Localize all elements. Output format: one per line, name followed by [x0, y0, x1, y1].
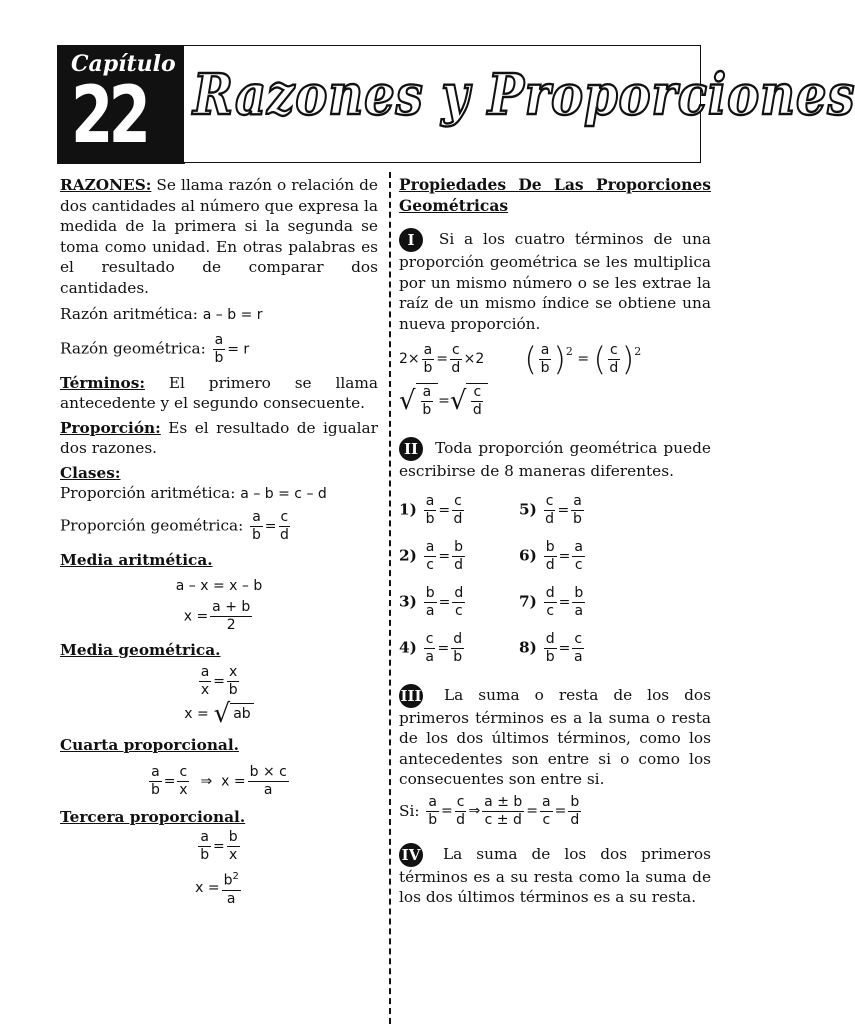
clases-heading: Clases: — [60, 463, 121, 482]
media-arit-eq1: a – x = x – b — [175, 578, 263, 594]
terminos-text: El primero se llama antecedente y el segundo consecuente. — [60, 373, 378, 412]
property-4-badge: IV — [399, 843, 423, 867]
razon-geometrica-label: Razón geométrica: — [60, 339, 206, 357]
chapter-label: Capítulo — [71, 51, 176, 77]
cuarta-proporcional-heading: Cuarta proporcional. — [60, 736, 239, 754]
razon-aritmetica — [60, 304, 378, 326]
property-2 — [399, 437, 711, 482]
media-aritmetica-heading: Media aritmética. — [60, 550, 213, 569]
left-column — [60, 175, 378, 908]
razones-definition — [60, 175, 378, 298]
property-4 — [399, 843, 711, 908]
title-box — [184, 45, 855, 163]
tercera-eq2: x = $\frac{b^2}{a}$ — [60, 868, 378, 908]
property-3-text: La suma o resta de los dos primeros términos es a la suma o resta de los dos últimos términos, como los antecedentes son entre si o como los consecuentes son entre si. — [399, 685, 711, 788]
property-1-formula-a: 2× $\frac{a}{b}$ = $\frac{c}{d}$ ×2 ( $\frac{a}{b}$ ) $^2$ = ( $\frac{c}{d}$ ) $^2$ — [399, 340, 642, 379]
property-3-badge: III — [399, 684, 423, 708]
proporcion-definition — [60, 418, 378, 459]
razon-aritmetica-label: Razón aritmética: — [60, 305, 198, 323]
properties-heading: Propiedades De Las Proporciones Geométricas — [399, 175, 711, 215]
si-label: Si: — [399, 801, 420, 820]
proporcion-geometrica: Proporción geométrica: $\frac{a}{b}$ = $\frac{c}{d}$ — [60, 508, 289, 543]
chapter-title: Razones y Proporciones — [193, 62, 855, 128]
razon-aritmetica-formula: a – b = r — [202, 307, 263, 323]
prop-geom-label: Proporción geométrica: — [60, 516, 244, 534]
tercera-proporcional-heading: Tercera proporcional. — [60, 807, 246, 826]
cuarta-eq: $\frac{a}{b}$ = $\frac{c}{x}$ ⇒ x = $\frac{b \times c}{a}$ — [151, 763, 287, 798]
chapter-header — [57, 45, 855, 165]
media-geometrica-heading: Media geométrica. — [60, 640, 221, 659]
property-4-text: La suma de los dos primeros términos es a su resta como la suma de los dos últimos términos es a su resta. — [399, 844, 711, 906]
prop-arit-label: Proporción aritmética: — [60, 484, 236, 502]
proporcion-aritmetica — [60, 483, 378, 505]
proporcion-term: Proporción: — [60, 418, 161, 437]
right-column — [399, 175, 711, 908]
property-3 — [399, 684, 711, 790]
razon-geometrica: Razón geométrica: $\frac{a}{b}$ = r — [60, 331, 250, 366]
property-3-formula: Si: $\frac{a}{b}$ = $\frac{c}{d}$ ⇒ $\frac{a \pm b}{c \pm d}$ = $\frac{a}{c}$ = $\frac{b}{d}$ — [399, 793, 580, 828]
chapter-badge — [57, 45, 184, 163]
razones-term: RAZONES: — [60, 176, 152, 194]
property-1 — [399, 228, 711, 334]
terminos-definition — [60, 373, 378, 414]
media-geom-eq1: $\frac{a}{x}$ = $\frac{x}{b}$ — [200, 664, 238, 698]
media-arit-eq2: x = $\frac{a + b}{2}$ — [183, 598, 251, 633]
eight-forms-list: 1) $\frac{a}{b}$ = $\frac{c}{d}$ 5) $\frac{c}{d}$ = $\frac{a}{b}$ 2) $\frac{a}{c}$ = $\frac{b}{d}$ 6) $\frac{b}{d}$ = $\frac{a}{c}$ 3) $\frac{b}{a}$ = $\frac{d}{c}$ 7) $\frac{d}{c}$ = $\frac{b}{a}$ 4) $\frac{c}{a}$ = $\frac{d}{b}$ 8) $\frac{d}{b}$ = $\frac{c}{a}$ — [399, 493, 584, 665]
fraction: $\frac{a}{b}$ — [214, 331, 224, 366]
property-1-text: Si a los cuatro términos de una proporción geométrica se les multiplica por un mismo número o se les extrae la raíz de un mismo índice se obtiene una nueva proporción. — [399, 230, 711, 333]
column-divider — [389, 172, 391, 1024]
media-geom-eq2: x = √ ab — [60, 699, 378, 729]
badge-underline — [57, 162, 185, 164]
property-1-formula-b: √ $\frac{a}{b}$ = √ $\frac{c}{d}$ — [399, 383, 711, 419]
chapter-number: 22 — [71, 71, 147, 161]
tercera-eq1: $\frac{a}{b}$ = $\frac{b}{x}$ — [200, 829, 238, 863]
razones-text: Se llama razón o relación de dos cantidades al número que expresa la medida de la primera si la segunda se toma como unidad. En otras palabras es el resultado de comparar dos cantidades. — [60, 176, 378, 297]
property-1-badge: I — [399, 228, 423, 252]
terminos-term: Términos: — [60, 373, 145, 392]
property-2-badge: II — [399, 437, 423, 461]
property-2-text: Toda proporción geométrica puede escribirse de 8 maneras diferentes. — [399, 439, 711, 480]
proporcion-text: Es el resultado de igualar dos razones. — [60, 418, 378, 457]
prop-arit-formula: a – b = c – d — [240, 486, 327, 502]
